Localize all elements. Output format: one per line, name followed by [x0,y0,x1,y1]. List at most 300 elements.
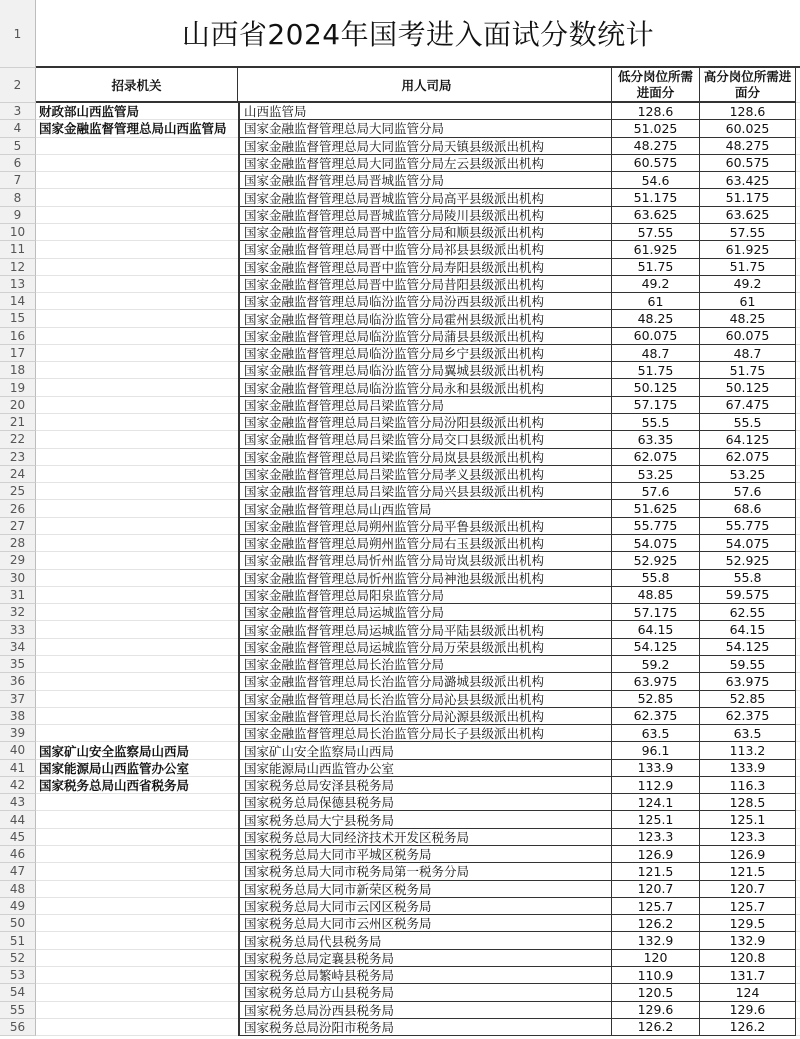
unit-cell[interactable]: 国家金融监督管理总局长治监管分局潞城县级派出机构 [238,673,612,690]
row-number[interactable]: 52 [0,950,36,967]
low-score-cell[interactable]: 126.2 [612,915,700,932]
low-score-cell[interactable]: 55.775 [612,518,700,535]
empty-cell[interactable] [796,328,800,345]
empty-cell[interactable] [796,639,800,656]
agency-cell[interactable] [36,967,238,984]
high-score-cell[interactable]: 48.7 [700,345,796,362]
unit-cell[interactable]: 国家金融监督管理总局临汾监管分局蒲县县级派出机构 [238,328,612,345]
low-score-cell[interactable]: 54.075 [612,535,700,552]
empty-cell[interactable] [796,414,800,431]
high-score-cell[interactable]: 55.775 [700,518,796,535]
empty-cell[interactable] [796,379,800,396]
agency-cell[interactable] [36,345,238,362]
low-score-cell[interactable]: 52.85 [612,691,700,708]
high-score-cell[interactable]: 51.75 [700,259,796,276]
row-number[interactable]: 37 [0,691,36,708]
empty-cell[interactable] [796,777,800,794]
unit-cell[interactable]: 国家金融监督管理总局临汾监管分局翼城县级派出机构 [238,362,612,379]
low-score-cell[interactable]: 63.975 [612,673,700,690]
empty-cell[interactable] [796,587,800,604]
high-score-cell[interactable]: 59.575 [700,587,796,604]
high-score-cell[interactable]: 63.425 [700,172,796,189]
empty-cell[interactable] [796,138,800,155]
row-number[interactable]: 54 [0,984,36,1001]
agency-cell[interactable]: 国家金融监督管理总局山西监管局 [36,120,238,137]
high-score-cell[interactable]: 129.5 [700,915,796,932]
high-score-cell[interactable]: 124 [700,984,796,1001]
unit-cell[interactable]: 国家金融监督管理总局临汾监管分局永和县级派出机构 [238,379,612,396]
row-number[interactable]: 19 [0,379,36,396]
empty-cell[interactable] [796,1019,800,1036]
row-number[interactable]: 44 [0,811,36,828]
high-score-cell[interactable]: 129.6 [700,1002,796,1019]
row-number[interactable]: 30 [0,570,36,587]
empty-cell[interactable] [796,172,800,189]
high-score-cell[interactable]: 67.475 [700,397,796,414]
row-number[interactable]: 29 [0,552,36,569]
unit-cell[interactable]: 国家税务总局大同市云州区税务局 [238,915,612,932]
unit-cell[interactable]: 国家税务总局大同市云冈区税务局 [238,898,612,915]
agency-cell[interactable] [36,829,238,846]
empty-cell[interactable] [796,552,800,569]
agency-cell[interactable]: 国家税务总局山西省税务局 [36,777,238,794]
high-score-cell[interactable]: 52.85 [700,691,796,708]
unit-cell[interactable]: 国家金融监督管理总局大同监管分局 [238,120,612,137]
row-number[interactable]: 24 [0,466,36,483]
unit-cell[interactable]: 国家金融监督管理总局朔州监管分局右玉县级派出机构 [238,535,612,552]
low-score-cell[interactable]: 62.075 [612,449,700,466]
high-score-cell[interactable]: 57.6 [700,483,796,500]
low-score-cell[interactable]: 59.2 [612,656,700,673]
low-score-cell[interactable]: 51.625 [612,500,700,517]
empty-cell[interactable] [796,604,800,621]
row-number[interactable]: 26 [0,500,36,517]
high-score-cell[interactable]: 125.1 [700,811,796,828]
low-score-cell[interactable]: 62.375 [612,708,700,725]
unit-cell[interactable]: 国家矿山安全监察局山西局 [238,742,612,759]
row-number[interactable]: 36 [0,673,36,690]
unit-cell[interactable]: 国家税务总局方山县税务局 [238,984,612,1001]
unit-cell[interactable]: 国家金融监督管理总局忻州监管分局神池县级派出机构 [238,570,612,587]
high-score-cell[interactable]: 61.925 [700,241,796,258]
empty-cell[interactable] [796,310,800,327]
low-score-cell[interactable]: 55.5 [612,414,700,431]
empty-cell[interactable] [796,207,800,224]
agency-cell[interactable] [36,241,238,258]
agency-cell[interactable] [36,881,238,898]
agency-cell[interactable] [36,725,238,742]
agency-cell[interactable] [36,984,238,1001]
row-number[interactable]: 35 [0,656,36,673]
unit-cell[interactable]: 国家金融监督管理总局吕梁监管分局岚县县级派出机构 [238,449,612,466]
unit-cell[interactable]: 国家金融监督管理总局晋城监管分局陵川县级派出机构 [238,207,612,224]
unit-cell[interactable]: 国家金融监督管理总局大同监管分局天镇县级派出机构 [238,138,612,155]
low-score-cell[interactable]: 63.5 [612,725,700,742]
row-number[interactable]: 40 [0,742,36,759]
low-score-cell[interactable]: 63.35 [612,431,700,448]
high-score-cell[interactable]: 123.3 [700,829,796,846]
agency-cell[interactable] [36,138,238,155]
high-score-cell[interactable]: 133.9 [700,760,796,777]
agency-cell[interactable] [36,466,238,483]
empty-cell[interactable] [796,984,800,1001]
row-number[interactable]: 27 [0,518,36,535]
low-score-cell[interactable]: 121.5 [612,863,700,880]
agency-cell[interactable] [36,863,238,880]
row-number[interactable]: 49 [0,898,36,915]
row-number[interactable]: 20 [0,397,36,414]
high-score-cell[interactable]: 128.6 [700,103,796,120]
low-score-cell[interactable]: 57.175 [612,397,700,414]
row-number[interactable]: 7 [0,172,36,189]
empty-cell[interactable] [796,708,800,725]
low-score-cell[interactable]: 125.7 [612,898,700,915]
low-score-cell[interactable]: 63.625 [612,207,700,224]
low-score-cell[interactable]: 48.7 [612,345,700,362]
high-score-cell[interactable]: 60.075 [700,328,796,345]
empty-cell[interactable] [796,742,800,759]
row-number[interactable]: 47 [0,863,36,880]
high-score-cell[interactable]: 49.2 [700,276,796,293]
unit-cell[interactable]: 国家能源局山西监管办公室 [238,760,612,777]
row-number[interactable]: 39 [0,725,36,742]
empty-cell[interactable] [796,1002,800,1019]
high-score-cell[interactable]: 64.125 [700,431,796,448]
row-number[interactable]: 5 [0,138,36,155]
low-score-cell[interactable]: 125.1 [612,811,700,828]
row-number[interactable]: 51 [0,932,36,949]
empty-cell[interactable] [796,570,800,587]
low-score-cell[interactable]: 48.275 [612,138,700,155]
unit-cell[interactable]: 国家税务总局保德县税务局 [238,794,612,811]
empty-cell[interactable] [796,811,800,828]
unit-cell[interactable]: 国家金融监督管理总局吕梁监管分局兴县县级派出机构 [238,483,612,500]
high-score-cell[interactable]: 54.075 [700,535,796,552]
low-score-cell[interactable]: 110.9 [612,967,700,984]
header-low-score[interactable]: 低分岗位所需进面分 [612,68,700,103]
row-number[interactable]: 15 [0,310,36,327]
high-score-cell[interactable]: 68.6 [700,500,796,517]
row-number[interactable]: 45 [0,829,36,846]
empty-cell[interactable] [796,760,800,777]
unit-cell[interactable]: 国家金融监督管理总局阳泉监管分局 [238,587,612,604]
unit-cell[interactable]: 国家金融监督管理总局吕梁监管分局孝义县级派出机构 [238,466,612,483]
row-number[interactable]: 4 [0,120,36,137]
agency-cell[interactable] [36,552,238,569]
agency-cell[interactable] [36,518,238,535]
empty-cell[interactable] [796,103,800,120]
agency-cell[interactable] [36,846,238,863]
high-score-cell[interactable]: 63.5 [700,725,796,742]
empty-cell[interactable] [796,691,800,708]
empty-cell[interactable] [796,293,800,310]
empty-cell[interactable] [796,483,800,500]
row-number[interactable]: 8 [0,189,36,206]
unit-cell[interactable]: 国家金融监督管理总局忻州监管分局岢岚县级派出机构 [238,552,612,569]
row-number[interactable]: 14 [0,293,36,310]
row-number[interactable]: 16 [0,328,36,345]
high-score-cell[interactable]: 55.5 [700,414,796,431]
empty-cell[interactable] [796,68,800,103]
high-score-cell[interactable]: 113.2 [700,742,796,759]
high-score-cell[interactable]: 50.125 [700,379,796,396]
high-score-cell[interactable]: 59.55 [700,656,796,673]
unit-cell[interactable]: 国家金融监督管理总局运城监管分局 [238,604,612,621]
unit-cell[interactable]: 国家金融监督管理总局运城监管分局平陆县级派出机构 [238,621,612,638]
high-score-cell[interactable]: 55.8 [700,570,796,587]
agency-cell[interactable] [36,224,238,241]
high-score-cell[interactable]: 48.25 [700,310,796,327]
high-score-cell[interactable]: 48.275 [700,138,796,155]
empty-cell[interactable] [796,189,800,206]
unit-cell[interactable]: 国家税务总局定襄县税务局 [238,950,612,967]
low-score-cell[interactable]: 50.125 [612,379,700,396]
low-score-cell[interactable]: 61 [612,293,700,310]
agency-cell[interactable] [36,293,238,310]
low-score-cell[interactable]: 132.9 [612,932,700,949]
high-score-cell[interactable]: 57.55 [700,224,796,241]
low-score-cell[interactable]: 60.075 [612,328,700,345]
unit-cell[interactable]: 国家税务总局繁峙县税务局 [238,967,612,984]
row-number[interactable]: 17 [0,345,36,362]
row-number[interactable]: 46 [0,846,36,863]
agency-cell[interactable] [36,639,238,656]
high-score-cell[interactable]: 60.575 [700,155,796,172]
agency-cell[interactable] [36,915,238,932]
low-score-cell[interactable]: 49.2 [612,276,700,293]
unit-cell[interactable]: 国家税务总局汾阳市税务局 [238,1019,612,1036]
row-number[interactable]: 48 [0,881,36,898]
low-score-cell[interactable]: 112.9 [612,777,700,794]
low-score-cell[interactable]: 96.1 [612,742,700,759]
empty-cell[interactable] [796,794,800,811]
low-score-cell[interactable]: 120 [612,950,700,967]
row-number[interactable]: 34 [0,639,36,656]
high-score-cell[interactable]: 51.75 [700,362,796,379]
empty-cell[interactable] [796,673,800,690]
agency-cell[interactable] [36,621,238,638]
unit-cell[interactable]: 国家金融监督管理总局临汾监管分局汾西县级派出机构 [238,293,612,310]
empty-cell[interactable] [796,500,800,517]
agency-cell[interactable] [36,950,238,967]
low-score-cell[interactable]: 55.8 [612,570,700,587]
agency-cell[interactable] [36,500,238,517]
unit-cell[interactable]: 国家税务总局代县税务局 [238,932,612,949]
unit-cell[interactable]: 国家税务总局大宁县税务局 [238,811,612,828]
header-unit[interactable]: 用人司局 [238,68,612,103]
empty-cell[interactable] [796,431,800,448]
empty-cell[interactable] [796,224,800,241]
unit-cell[interactable]: 国家税务总局汾西县税务局 [238,1002,612,1019]
empty-cell[interactable] [796,915,800,932]
low-score-cell[interactable]: 126.9 [612,846,700,863]
agency-cell[interactable] [36,673,238,690]
agency-cell[interactable] [36,414,238,431]
unit-cell[interactable]: 国家税务总局安泽县税务局 [238,777,612,794]
low-score-cell[interactable]: 51.75 [612,259,700,276]
unit-cell[interactable]: 国家金融监督管理总局运城监管分局万荣县级派出机构 [238,639,612,656]
low-score-cell[interactable]: 57.175 [612,604,700,621]
unit-cell[interactable]: 国家税务总局大同市税务局第一税务分局 [238,863,612,880]
sheet-title[interactable]: 山西省2024年国考进入面试分数统计 [36,0,800,68]
empty-cell[interactable] [796,967,800,984]
empty-cell[interactable] [796,120,800,137]
agency-cell[interactable] [36,794,238,811]
unit-cell[interactable]: 国家金融监督管理总局晋中监管分局祁县县级派出机构 [238,241,612,258]
low-score-cell[interactable]: 53.25 [612,466,700,483]
agency-cell[interactable] [36,207,238,224]
header-high-score[interactable]: 高分岗位所需进面分 [700,68,796,103]
low-score-cell[interactable]: 48.25 [612,310,700,327]
agency-cell[interactable]: 国家能源局山西监管办公室 [36,760,238,777]
agency-cell[interactable] [36,259,238,276]
high-score-cell[interactable]: 63.625 [700,207,796,224]
row-number[interactable]: 41 [0,760,36,777]
unit-cell[interactable]: 国家税务总局大同市新荣区税务局 [238,881,612,898]
row-number[interactable]: 13 [0,276,36,293]
agency-cell[interactable] [36,449,238,466]
high-score-cell[interactable]: 54.125 [700,639,796,656]
row-number[interactable]: 9 [0,207,36,224]
row-number[interactable]: 42 [0,777,36,794]
high-score-cell[interactable]: 53.25 [700,466,796,483]
empty-cell[interactable] [796,846,800,863]
row-number[interactable]: 22 [0,431,36,448]
empty-cell[interactable] [796,535,800,552]
low-score-cell[interactable]: 52.925 [612,552,700,569]
low-score-cell[interactable]: 57.55 [612,224,700,241]
agency-cell[interactable] [36,898,238,915]
empty-cell[interactable] [796,881,800,898]
agency-cell[interactable] [36,604,238,621]
high-score-cell[interactable]: 121.5 [700,863,796,880]
row-number[interactable]: 28 [0,535,36,552]
empty-cell[interactable] [796,276,800,293]
low-score-cell[interactable]: 54.125 [612,639,700,656]
low-score-cell[interactable]: 123.3 [612,829,700,846]
high-score-cell[interactable]: 62.075 [700,449,796,466]
empty-cell[interactable] [796,449,800,466]
agency-cell[interactable]: 财政部山西监管局 [36,103,238,120]
row-number[interactable]: 11 [0,241,36,258]
agency-cell[interactable] [36,691,238,708]
low-score-cell[interactable]: 61.925 [612,241,700,258]
low-score-cell[interactable]: 120.5 [612,984,700,1001]
high-score-cell[interactable]: 60.025 [700,120,796,137]
empty-cell[interactable] [796,259,800,276]
agency-cell[interactable] [36,431,238,448]
agency-cell[interactable] [36,189,238,206]
empty-cell[interactable] [796,863,800,880]
high-score-cell[interactable]: 131.7 [700,967,796,984]
row-number[interactable]: 12 [0,259,36,276]
low-score-cell[interactable]: 133.9 [612,760,700,777]
low-score-cell[interactable]: 54.6 [612,172,700,189]
row-number[interactable]: 25 [0,483,36,500]
high-score-cell[interactable]: 52.925 [700,552,796,569]
unit-cell[interactable]: 国家金融监督管理总局长治监管分局 [238,656,612,673]
unit-cell[interactable]: 国家金融监督管理总局晋中监管分局昔阳县级派出机构 [238,276,612,293]
low-score-cell[interactable]: 128.6 [612,103,700,120]
agency-cell[interactable] [36,811,238,828]
agency-cell[interactable] [36,1002,238,1019]
agency-cell[interactable] [36,397,238,414]
empty-cell[interactable] [796,621,800,638]
agency-cell[interactable]: 国家矿山安全监察局山西局 [36,742,238,759]
high-score-cell[interactable]: 126.2 [700,1019,796,1036]
empty-cell[interactable] [796,518,800,535]
unit-cell[interactable]: 国家金融监督管理总局吕梁监管分局 [238,397,612,414]
unit-cell[interactable]: 国家金融监督管理总局晋城监管分局高平县级派出机构 [238,189,612,206]
empty-cell[interactable] [796,829,800,846]
unit-cell[interactable]: 国家税务总局大同市平城区税务局 [238,846,612,863]
low-score-cell[interactable]: 64.15 [612,621,700,638]
row-number[interactable]: 23 [0,449,36,466]
empty-cell[interactable] [796,725,800,742]
high-score-cell[interactable]: 62.55 [700,604,796,621]
high-score-cell[interactable]: 63.975 [700,673,796,690]
agency-cell[interactable] [36,1019,238,1036]
high-score-cell[interactable]: 125.7 [700,898,796,915]
unit-cell[interactable]: 国家金融监督管理总局晋城监管分局 [238,172,612,189]
agency-cell[interactable] [36,587,238,604]
row-number[interactable]: 2 [0,68,36,103]
empty-cell[interactable] [796,932,800,949]
low-score-cell[interactable]: 60.575 [612,155,700,172]
row-number[interactable]: 32 [0,604,36,621]
unit-cell[interactable]: 国家金融监督管理总局长治监管分局长子县级派出机构 [238,725,612,742]
empty-cell[interactable] [796,466,800,483]
unit-cell[interactable]: 国家金融监督管理总局朔州监管分局平鲁县级派出机构 [238,518,612,535]
low-score-cell[interactable]: 51.025 [612,120,700,137]
high-score-cell[interactable]: 126.9 [700,846,796,863]
empty-cell[interactable] [796,155,800,172]
row-number[interactable]: 55 [0,1002,36,1019]
empty-cell[interactable] [796,345,800,362]
empty-cell[interactable] [796,656,800,673]
agency-cell[interactable] [36,310,238,327]
empty-cell[interactable] [796,362,800,379]
agency-cell[interactable] [36,656,238,673]
row-number[interactable]: 21 [0,414,36,431]
unit-cell[interactable]: 国家金融监督管理总局吕梁监管分局交口县级派出机构 [238,431,612,448]
high-score-cell[interactable]: 120.8 [700,950,796,967]
agency-cell[interactable] [36,155,238,172]
row-number[interactable]: 53 [0,967,36,984]
low-score-cell[interactable]: 57.6 [612,483,700,500]
low-score-cell[interactable]: 51.75 [612,362,700,379]
agency-cell[interactable] [36,932,238,949]
low-score-cell[interactable]: 120.7 [612,881,700,898]
agency-cell[interactable] [36,362,238,379]
row-number[interactable]: 18 [0,362,36,379]
low-score-cell[interactable]: 51.175 [612,189,700,206]
high-score-cell[interactable]: 128.5 [700,794,796,811]
row-number[interactable]: 33 [0,621,36,638]
high-score-cell[interactable]: 120.7 [700,881,796,898]
agency-cell[interactable] [36,483,238,500]
header-agency[interactable]: 招录机关 [36,68,238,103]
unit-cell[interactable]: 国家税务总局大同经济技术开发区税务局 [238,829,612,846]
unit-cell[interactable]: 国家金融监督管理总局山西监管局 [238,500,612,517]
empty-cell[interactable] [796,898,800,915]
low-score-cell[interactable]: 124.1 [612,794,700,811]
unit-cell[interactable]: 国家金融监督管理总局晋中监管分局和顺县级派出机构 [238,224,612,241]
unit-cell[interactable]: 国家金融监督管理总局长治监管分局沁县县级派出机构 [238,691,612,708]
high-score-cell[interactable]: 64.15 [700,621,796,638]
agency-cell[interactable] [36,535,238,552]
agency-cell[interactable] [36,708,238,725]
